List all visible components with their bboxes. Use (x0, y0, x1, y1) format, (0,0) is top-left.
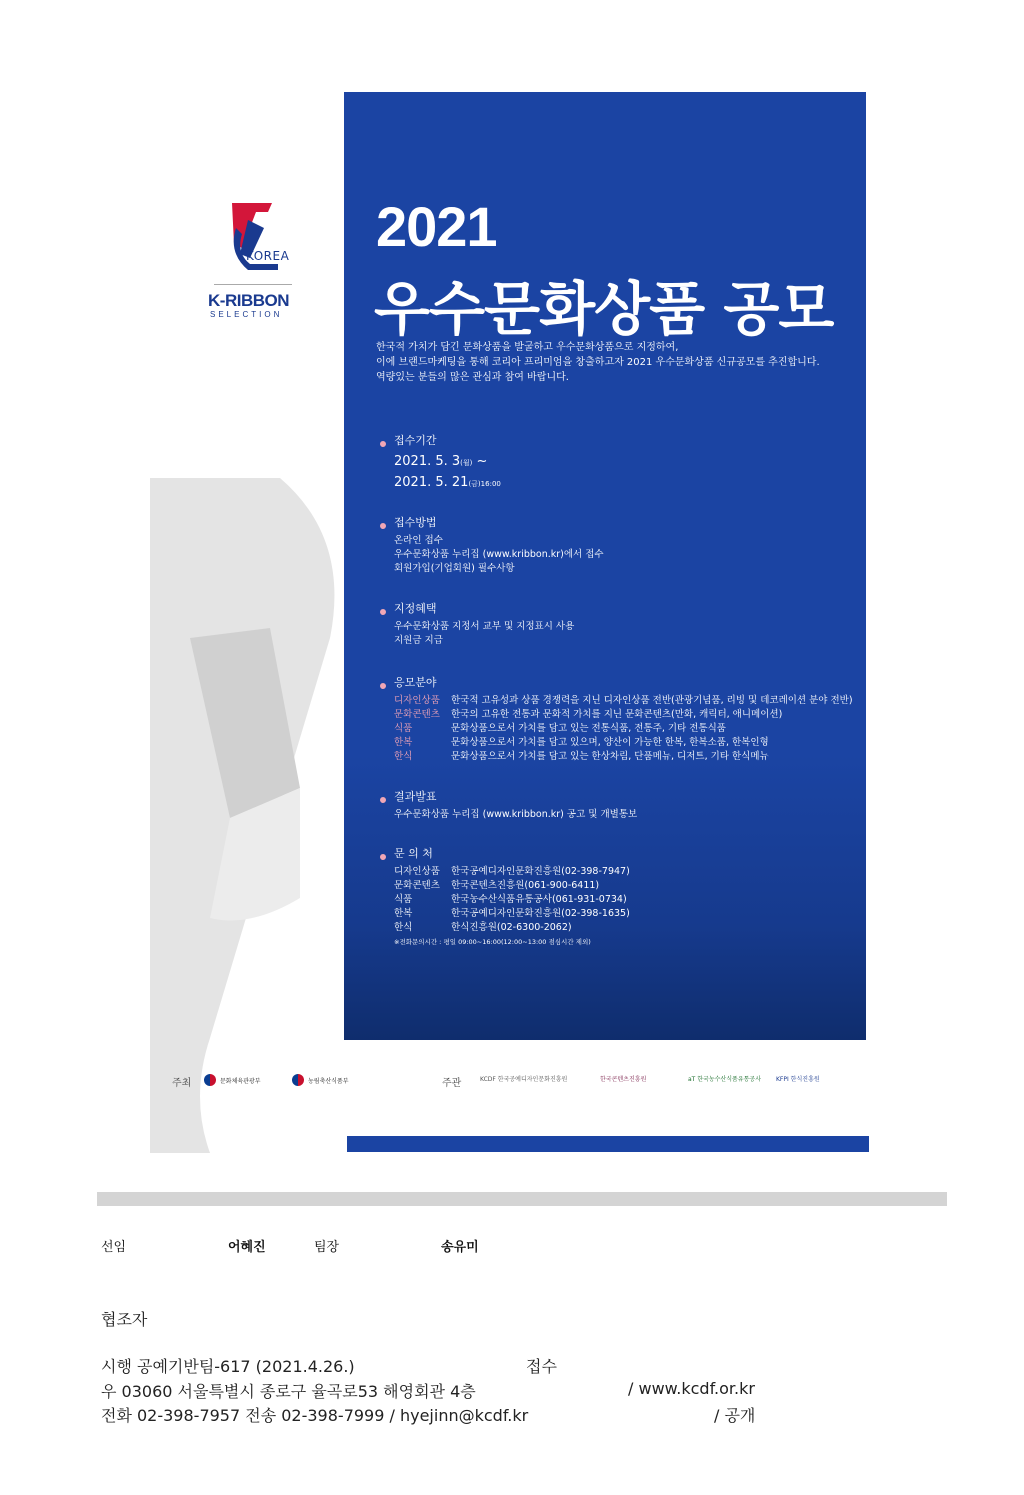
host-logo (292, 1074, 349, 1086)
section-title: 접수기간 (382, 432, 501, 448)
host-name: 문화체육관광부 (220, 1077, 261, 1085)
period-start-day: (월) (460, 459, 473, 467)
field-row (394, 708, 853, 722)
taegeuk-emblem-icon (204, 1074, 216, 1086)
section-method (382, 514, 604, 576)
poster-headline: 우수문화상품 공모 (374, 275, 834, 343)
method-line: 회원가입(기업회원) 필수사항 (394, 563, 515, 574)
field-key: 한식 (394, 751, 413, 762)
poster-year: 2021 (376, 195, 497, 258)
org-logo-at (688, 1074, 761, 1083)
contact-value: 한국농수산식품유통공사(061-931-0734) (451, 894, 627, 905)
disclosure-label: / 공개 (714, 1406, 756, 1425)
contact-row (394, 921, 630, 935)
contact-key: 디자인상품 (394, 866, 440, 877)
intro-line: 이에 브랜드마케팅을 통해 코리아 프리미엄을 창출하고자 2021 우수문화상품 신규공모를 추진합니다. (376, 357, 820, 368)
phone-line: 전화 02-398-7957 전송 02-398-7999 / hyejinn@kcdf.kr (101, 1406, 529, 1425)
contact-value: 한식진흥원(02-6300-2062) (451, 922, 572, 933)
contact-row (394, 907, 630, 921)
poster-bottom-bar (347, 1136, 869, 1152)
approval-role-2: 팀장 (314, 1240, 340, 1255)
method-body (382, 534, 604, 576)
benefit-line: 지원금 지급 (394, 635, 443, 646)
cooperator-label: 협조자 (101, 1310, 148, 1329)
section-title: 지정혜택 (382, 600, 574, 616)
enforcement-line: 시행 공예기반팀-617 (2021.4.26.) (101, 1357, 355, 1376)
section-title: 문 의 처 (382, 845, 630, 861)
host-group (172, 1074, 191, 1089)
address-line: 우 03060 서울특별시 종로구 율곡로53 해영회관 4층 (101, 1382, 476, 1401)
contact-row (394, 879, 630, 893)
field-value: 한국의 고유한 전통과 문화적 가치를 지닌 문화콘텐츠(만화, 캐릭터, 애니메이션) (451, 709, 783, 720)
website-link[interactable]: / www.kcdf.or.kr (628, 1379, 755, 1398)
org-logo-kfpi (776, 1074, 820, 1083)
benefit-body (382, 620, 574, 648)
ribbon-emblem-icon (220, 198, 280, 278)
section-title: 응모분야 (382, 674, 853, 690)
logo-divider (214, 284, 292, 285)
field-key: 디자인상품 (394, 695, 440, 706)
approval-role-1: 선임 (101, 1240, 127, 1255)
sponsors-strip (168, 1074, 868, 1094)
section-title: 접수방법 (382, 514, 604, 530)
result-line: 우수문화상품 누리집 (www.kribbon.kr) 공고 및 개별통보 (394, 809, 638, 820)
host-label: 주최 (172, 1078, 192, 1089)
field-row (394, 750, 853, 764)
method-line: 우수문화상품 누리집 (www.kribbon.kr)에서 접수 (394, 549, 604, 560)
org-label: 주관 (442, 1078, 462, 1089)
field-value: 문화상품으로서 가치를 담고 있으며, 양산이 가능한 한복, 한복소품, 한복인형 (451, 737, 769, 748)
field-value: 한국적 고유성과 상품 경쟁력을 지닌 디자인상품 전반(관광기념품, 리빙 및 데코레이션 분야 전반) (451, 695, 853, 706)
org-name: KCDF 한국공예디자인문화진흥원 (480, 1076, 568, 1083)
ribbon-background-graphic (150, 478, 350, 1153)
method-line: 온라인 접수 (394, 535, 443, 546)
intro-line: 역량있는 분들의 많은 관심과 참여 바랍니다. (376, 372, 569, 383)
contact-key: 한식 (394, 922, 413, 933)
section-benefit (382, 600, 574, 648)
contact-key: 문화콘텐츠 (394, 880, 440, 891)
k-ribbon-logo (200, 198, 300, 319)
taegeuk-emblem-icon (292, 1074, 304, 1086)
approval-name-2: 송유미 (441, 1240, 479, 1255)
field-row (394, 694, 853, 708)
field-key: 문화콘텐츠 (394, 709, 440, 720)
host-name: 농림축산식품부 (308, 1077, 349, 1085)
contact-value: 한국공예디자인문화진흥원(02-398-1635) (451, 908, 630, 919)
org-name: KFPI 한식진흥원 (776, 1076, 820, 1083)
org-logo-kocca (600, 1074, 646, 1083)
logo-kribbon-text: K-RIBBON (208, 291, 289, 310)
contact-row (394, 865, 630, 879)
field-key: 한복 (394, 737, 413, 748)
contact-key: 식품 (394, 894, 413, 905)
contact-body (382, 865, 630, 949)
intro-line: 한국적 가치가 담긴 문화상품을 발굴하고 우수문화상품으로 지정하여, (376, 342, 679, 353)
logo-selection-text: SELECTION (210, 310, 283, 319)
field-value: 문화상품으로서 가치를 담고 있는 한상차림, 단품메뉴, 디저트, 기타 한식메뉴 (451, 751, 769, 762)
contact-row (394, 893, 630, 907)
contact-key: 한복 (394, 908, 413, 919)
contact-value: 한국공예디자인문화진흥원(02-398-7947) (451, 866, 630, 877)
benefit-line: 우수문화상품 지정서 교부 및 지정표시 사용 (394, 621, 575, 632)
period-dates (382, 452, 501, 494)
poster-panel (344, 92, 866, 1040)
org-name: aT 한국농수산식품유통공사 (688, 1076, 762, 1083)
section-divider (97, 1192, 947, 1206)
field-value: 문화상품으로서 가치를 담고 있는 전통식품, 전통주, 기타 전통식품 (451, 723, 726, 734)
field-key: 식품 (394, 723, 413, 734)
poster-intro (376, 340, 846, 385)
org-group (442, 1074, 461, 1089)
period-end-day: (금) (468, 480, 481, 488)
field-row (394, 722, 853, 736)
approval-name-1: 어혜진 (228, 1240, 266, 1255)
section-result (382, 788, 637, 822)
section-contact (382, 845, 630, 949)
org-name: 한국콘텐츠진흥원 (600, 1076, 647, 1083)
host-logo (204, 1074, 261, 1086)
section-title: 결과발표 (382, 788, 637, 804)
contact-value: 한국콘텐츠진흥원(061-900-6411) (451, 880, 600, 891)
field-row (394, 736, 853, 750)
fields-body (382, 694, 853, 764)
period-end: 2021. 5. 21 (394, 475, 469, 490)
period-end-time: 16:00 (480, 480, 501, 488)
contact-note: ※전화문의시간 : 평일 09:00~16:00(12:00~13:00 점심시간 제외) (394, 938, 591, 946)
period-start: 2021. 5. 3 (394, 454, 461, 469)
section-fields (382, 674, 853, 764)
receive-label: 접수 (526, 1357, 557, 1376)
logo-korea-text: KOREA (246, 249, 290, 263)
result-body (382, 808, 637, 822)
org-logo-kcdf (480, 1074, 567, 1083)
period-start-tail: ~ (472, 454, 488, 469)
section-period (382, 432, 501, 494)
